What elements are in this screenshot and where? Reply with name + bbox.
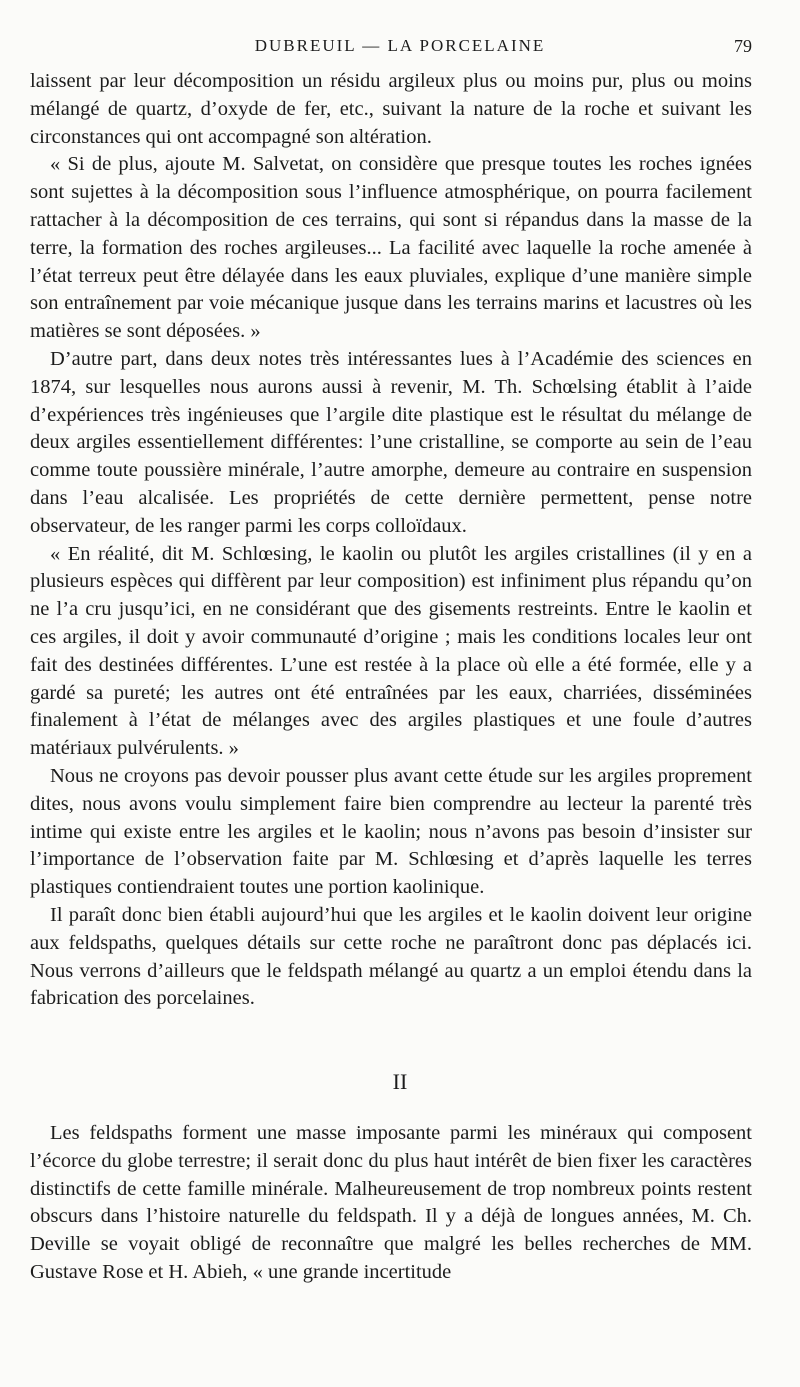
main-text — [30, 68, 752, 1013]
paragraph: « Si de plus, ajoute M. Salvetat, on considère que presque toutes les roches ignées sont sujettes à la décomposition sous l’influence atmosphérique, on pourra facilement rattacher à la décomposition de ces terrains, qui sont si répandus dans la masse de la terre, la formation des roches argileuses... La facilité avec laquelle la roche amenée à l’état terreux peut être délayée dans les eaux pluviales, explique d’une manière simple son entraînement par voie mécanique jusque dans les terrains marins et lacustres où les matières se sont déposées. » — [30, 153, 752, 343]
page-number: 79 — [734, 36, 752, 56]
paragraph: D’autre part, dans deux notes très intéressantes lues à l’Académie des sciences en 1874, sur lesquelles nous aurons aussi à revenir, M. Th. Schœlsing établit à l’aide d’expériences très ingénieuses que l’argile dite plastique est le résultat du mélange de deux argiles essentiellement différentes: l’une cristalline, se comporte au sein de l’eau comme toute poussière minérale, l’autre amorphe, demeure au contraire en suspension dans l’eau alcalisée. Les propriétés de cette dernière permettent, pense notre observateur, de les ranger parmi les corps colloïdaux. — [30, 347, 752, 537]
paragraph: « En réalité, dit M. Schlœsing, le kaolin ou plutôt les argiles cristallines (il y en a plusieurs espèces qui diffèrent par leur composition) est infiniment plus répandu qu’on ne l’a cru jusqu’ici, en ne considérant que des gisements restreints. Entre le kaolin et ces argiles, il doit y avoir communauté d’origine ; mais les conditions locales leur ont fait des destinées différentes. L’une est restée à la place où elle a été formée, elle y a gardé sa pureté; les autres ont été entraînées par les eaux, charriées, disséminées finalement à l’état de mélanges avec des argiles plastiques et une foule d’autres matériaux pulvérulents. » — [30, 542, 752, 760]
paragraph: Les feldspaths forment une masse imposante parmi les minéraux qui composent l’écorce du globe terrestre; il serait donc du plus haut intérêt de bien fixer les caractères distinctifs de cette famille minérale. Malheureusement de trop nombreux points restent obscurs dans l’histoire naturelle du feldspath. Il y a déjà de longues années, M. Ch. Deville se voyait obligé de reconnaître que malgré les belles recherches de MM. Gustave Rose et H. Abieh, « une grande incertitude — [30, 1122, 752, 1283]
paragraph: Nous ne croyons pas devoir pousser plus avant cette étude sur les argiles proprement dites, nous avons voulu simplement faire bien comprendre au lecteur la parenté très intime qui existe entre les argiles et le kaolin; nous n’avons pas besoin d’insister sur l’importance de l’observation faite par M. Schlœsing et d’après laquelle les terres plastiques contiendraient toutes une portion kaolinique. — [30, 764, 752, 899]
section-text — [30, 1120, 752, 1287]
running-head: DUBREUIL — LA PORCELAINE — [254, 36, 546, 55]
section-heading: II — [392, 1069, 408, 1094]
page-header — [30, 32, 770, 60]
paragraph: laissent par leur décomposition un résidu argileux plus ou moins pur, plus ou moins mélangé de quartz, d’oxyde de fer, etc., suivant la nature de la roche et suivant les circonstances qui ont accompagné son altération. — [30, 70, 752, 148]
paragraph: Il paraît donc bien établi aujourd’hui que les argiles et le kaolin doivent leur origine aux feldspaths, quelques détails sur cette roche ne paraîtront donc pas déplacés ici. Nous verrons d’ailleurs que le feldspath mélangé au quartz a un emploi étendu dans la fabrication des porcelaines. — [30, 903, 752, 1010]
